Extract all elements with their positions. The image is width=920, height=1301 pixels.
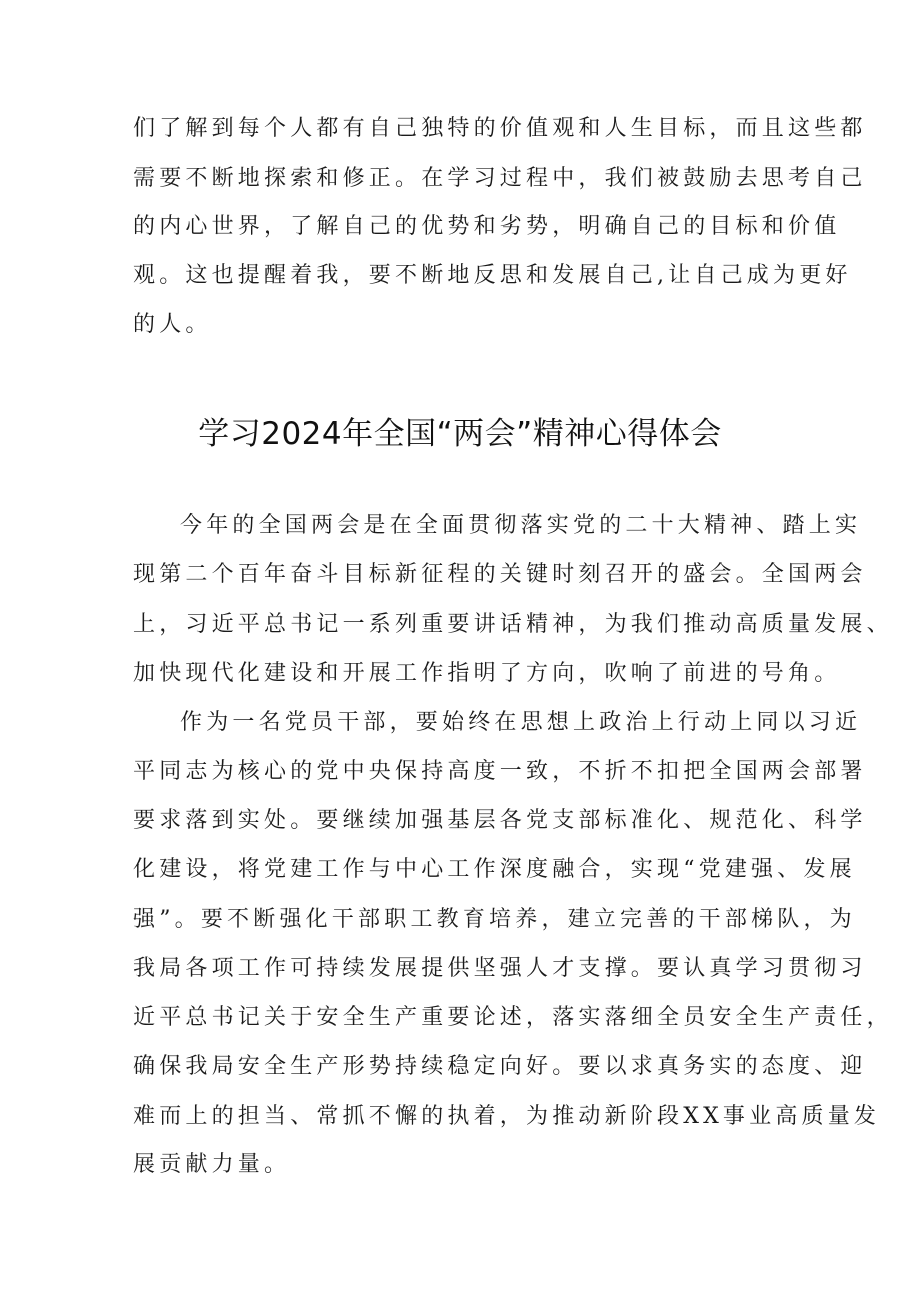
intro-line-4: 观。这也提醒着我，要不断地反思和发展自己,让自己成为更好 — [133, 263, 852, 288]
paragraph-2-line-8: 确保我局安全生产形势持续稳定向好。要以求真务实的态度、迎 — [133, 1054, 867, 1079]
paragraph-1-line-4: 加快现代化建设和开展工作指明了方向，吹响了前进的号角。 — [133, 661, 841, 686]
intro-line-2: 需要不断地探索和修正。在学习过程中，我们被鼓励去思考自己 — [133, 166, 867, 191]
paragraph-2-line-1: 作为一名党员干部，要始终在思想上政治上行动上同以习近 — [180, 710, 862, 735]
intro-line-1: 们了解到每个人都有自己独特的价值观和人生目标，而且这些都 — [133, 116, 867, 141]
article-title: 学习2024年全国“两会”精神心得体会 — [198, 416, 722, 452]
paragraph-2-line-10: 展贡献力量。 — [133, 1152, 291, 1177]
paragraph-1-line-3: 上，习近平总书记一系列重要讲话精神，为我们推动高质量发展、 — [133, 612, 893, 637]
paragraph-2-line-9: 难而上的担当、常抓不懈的执着，为推动新阶段XX事业高质量发 — [133, 1104, 881, 1129]
paragraph-1-line-1: 今年的全国两会是在全面贯彻落实党的二十大精神、踏上实 — [180, 513, 862, 538]
paragraph-2-line-4: 化建设，将党建工作与中心工作深度融合，实现“党建强、发展 — [133, 857, 856, 882]
paragraph-2-line-6: 我局各项工作可持续发展提供坚强人才支撑。要认真学习贯彻习 — [133, 956, 867, 981]
intro-line-5: 的人。 — [133, 312, 212, 337]
paragraph-2-line-3: 要求落到实处。要继续加强基层各党支部标准化、规范化、科学 — [133, 808, 867, 833]
paragraph-2-line-5: 强”。要不断强化干部职工教育培养，建立完善的干部梯队，为 — [133, 907, 856, 932]
paragraph-1-line-2: 现第二个百年奋斗目标新征程的关键时刻召开的盛会。全国两会 — [133, 562, 867, 587]
paragraph-2-line-2: 平同志为核心的党中央保持高度一致，不折不扣把全国两会部署 — [133, 759, 867, 784]
intro-line-3: 的内心世界，了解自己的优势和劣势，明确自己的目标和价值 — [133, 214, 841, 239]
paragraph-2-line-7: 近平总书记关于安全生产重要论述，落实落细全员安全生产责任， — [133, 1005, 893, 1030]
